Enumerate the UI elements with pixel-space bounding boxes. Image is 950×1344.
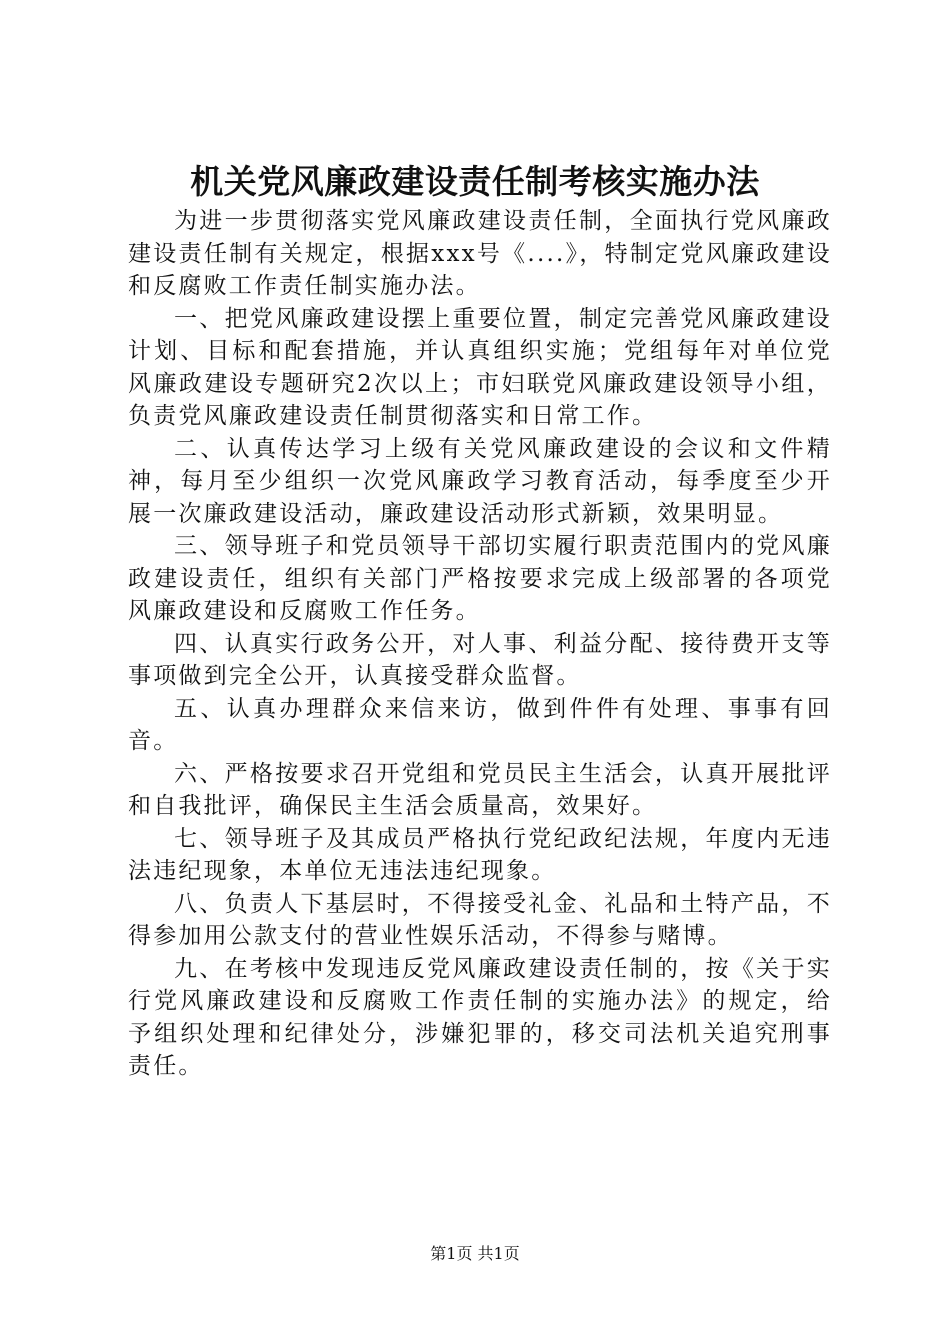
page-number-footer: 第1页 共1页 (430, 1244, 520, 1263)
paragraph-item-3: 三、领导班子和党员领导干部切实履行职责范围内的党风廉政建设责任，组织有关部门严格按要求完成上级部署的各项党风廉政建设和反腐败工作任务。 (128, 533, 832, 624)
paragraph-item-5: 五、认真办理群众来信来访，做到件件有处理、事事有回音。 (128, 695, 832, 754)
paragraph-item-6: 六、严格按要求召开党组和党员民主生活会，认真开展批评和自我批评，确保民主生活会质量高，效果好。 (128, 760, 832, 819)
paragraph-item-7: 七、领导班子及其成员严格执行党纪政纪法规，年度内无违法违纪现象，本单位无违法违纪现象。 (128, 825, 832, 884)
paragraph-item-8: 八、负责人下基层时，不得接受礼金、礼品和土特产品，不得参加用公款支付的营业性娱乐活动，不得参与赌博。 (128, 890, 832, 949)
paragraph-item-2: 二、认真传达学习上级有关党风廉政建设的会议和文件精神，每月至少组织一次党风廉政学习教育活动，每季度至少开展一次廉政建设活动，廉政建设活动形式新颖，效果明显。 (128, 435, 832, 527)
paragraph-item-9: 九、在考核中发现违反党风廉政建设责任制的，按《关于实行党风廉政建设和反腐败工作责任制的实施办法》的规定，给予组织处理和纪律处分，涉嫌犯罪的，移交司法机关追究刑事责任。 (128, 955, 832, 1079)
paragraph-intro: 为进一步贯彻落实党风廉政建设责任制，全面执行党风廉政建设责任制有关规定，根据xxx号《....》，特制定党风廉政建设和反腐败工作责任制实施办法。 (128, 208, 832, 299)
document-title: 机关党风廉政建设责任制考核实施办法 (190, 162, 760, 201)
document-body (128, 205, 832, 1083)
paragraph-item-1: 一、把党风廉政建设摆上重要位置，制定完善党风廉政建设计划、目标和配套措施，并认真组织实施；党组每年对单位党风廉政建设专题研究2次以上；市妇联党风廉政建设领导小组，负责党风廉政建设责任制贯彻落实和日常工作。 (128, 305, 832, 429)
paragraph-item-4: 四、认真实行政务公开，对人事、利益分配、接待费开支等事项做到完全公开，认真接受群众监督。 (128, 630, 832, 689)
